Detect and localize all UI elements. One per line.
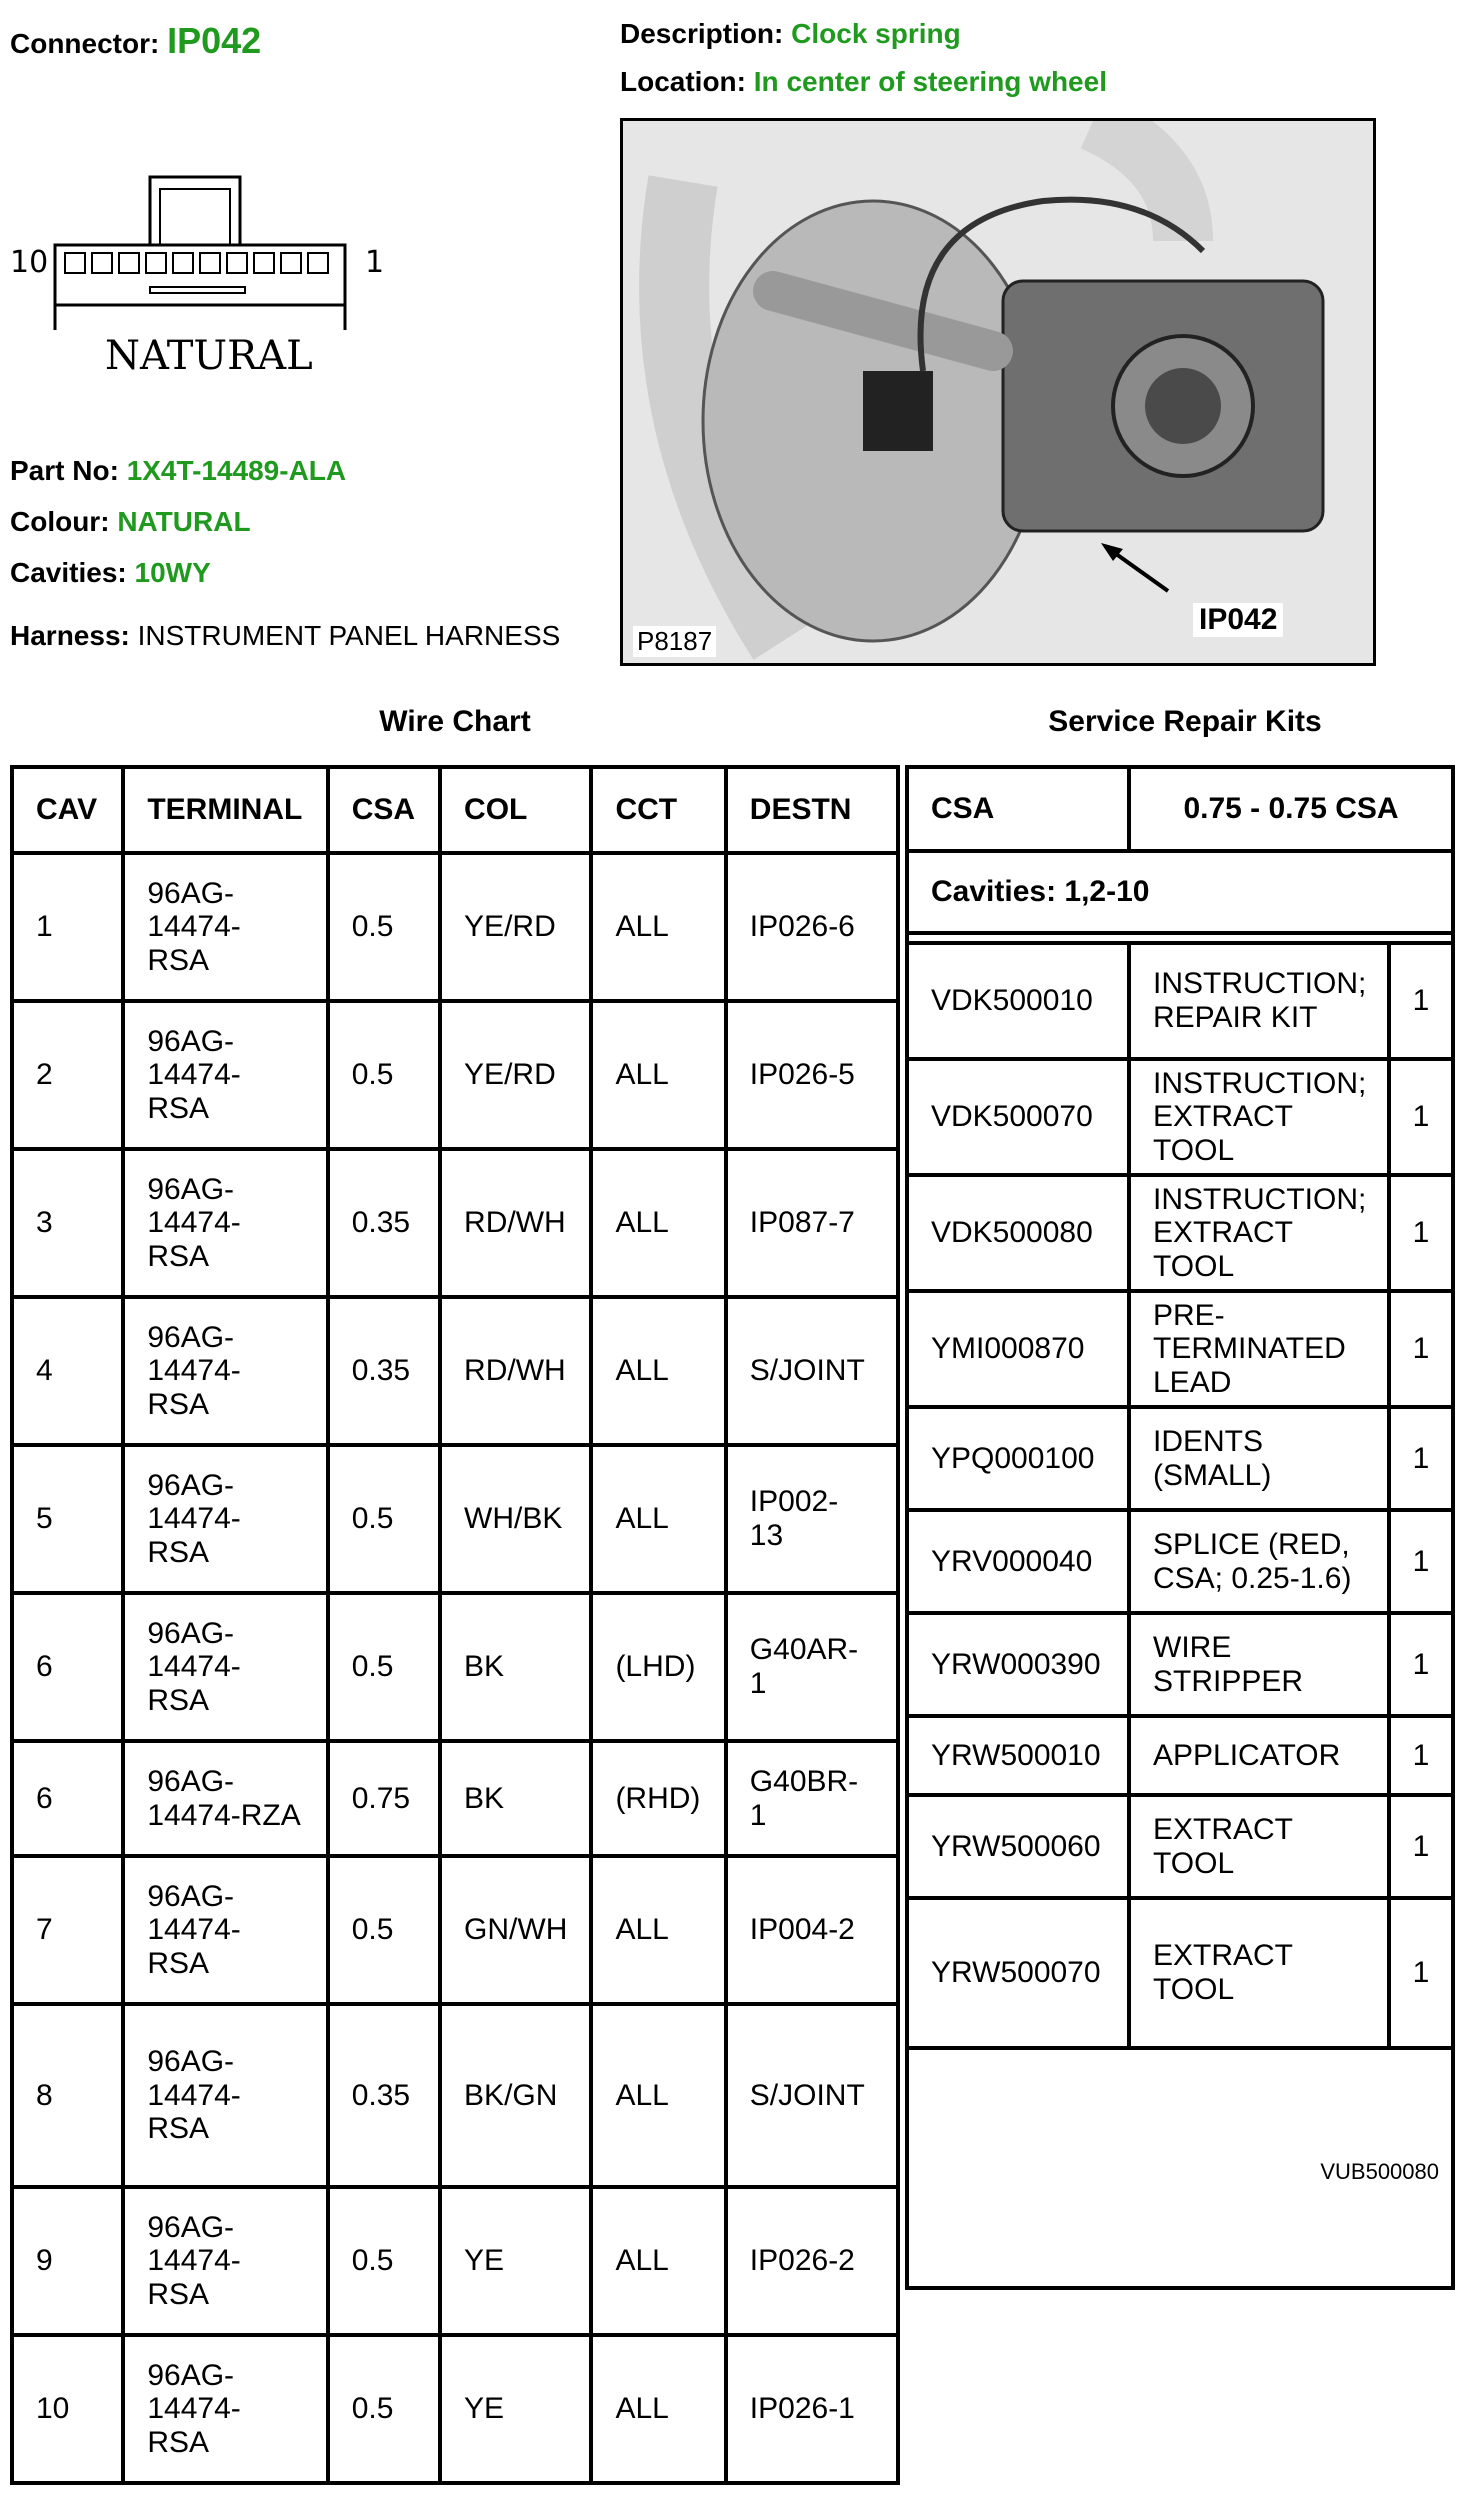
table-row xyxy=(12,1445,898,1593)
cell-csa: 0.35 xyxy=(328,1149,440,1297)
service-kits-table xyxy=(909,941,1451,2050)
kit-code: VDK500010 xyxy=(909,943,1129,1059)
cell-csa: 0.5 xyxy=(328,2335,440,2483)
cell-col: RD/WH xyxy=(440,1149,591,1297)
colour-line xyxy=(10,506,251,538)
cell-destn: IP026-6 xyxy=(726,853,898,1001)
kit-qty: 1 xyxy=(1389,1898,1451,2048)
cell-cav: 5 xyxy=(12,1445,123,1593)
kit-code: YMI000870 xyxy=(909,1291,1129,1407)
kit-code: YPQ000100 xyxy=(909,1407,1129,1510)
kits-cavities: Cavities: 1,2-10 xyxy=(909,851,1451,933)
kit-description: INSTRUCTION; EXTRACT TOOL xyxy=(1129,1059,1389,1175)
photo-ref: P8187 xyxy=(633,626,716,657)
cell-col: RD/WH xyxy=(440,1297,591,1445)
table-row xyxy=(12,1297,898,1445)
cell-cct: ALL xyxy=(591,1445,725,1593)
kit-description: INSTRUCTION; EXTRACT TOOL xyxy=(1129,1175,1389,1291)
connector-label: Connector: xyxy=(10,28,160,59)
cell-csa: 0.5 xyxy=(328,2187,440,2335)
cell-csa: 0.5 xyxy=(328,1593,440,1741)
cell-destn: IP002- 13 xyxy=(726,1445,898,1593)
cell-cav: 1 xyxy=(12,853,123,1001)
cell-destn: S/JOINT xyxy=(726,1297,898,1445)
kit-qty: 1 xyxy=(1389,1795,1451,1898)
cavities-label: Cavities: xyxy=(10,557,127,588)
location-value: In center of steering wheel xyxy=(753,66,1107,97)
part-no-label: Part No: xyxy=(10,455,119,486)
part-no-value: 1X4T-14489-ALA xyxy=(126,455,347,486)
header-csa: CSA xyxy=(328,767,440,853)
list-item xyxy=(909,1059,1451,1175)
kit-code: YRW500010 xyxy=(909,1716,1129,1795)
list-item xyxy=(909,1795,1451,1898)
header-cav: CAV xyxy=(12,767,123,853)
harness-line xyxy=(10,620,560,652)
cell-col: YE/RD xyxy=(440,853,591,1001)
kit-code: YRW000390 xyxy=(909,1613,1129,1716)
service-kits-title: Service Repair Kits xyxy=(1048,705,1322,738)
description-line xyxy=(620,18,961,50)
cell-col: YE xyxy=(440,2187,591,2335)
kit-qty: 1 xyxy=(1389,1613,1451,1716)
cell-cct: ALL xyxy=(591,2004,725,2187)
cell-cav: 7 xyxy=(12,1856,123,2004)
cell-cct: ALL xyxy=(591,2335,725,2483)
kit-qty: 1 xyxy=(1389,1291,1451,1407)
cell-csa: 0.5 xyxy=(328,1445,440,1593)
kit-qty: 1 xyxy=(1389,1510,1451,1613)
cell-terminal: 96AG- 14474- RSA xyxy=(123,2187,327,2335)
kit-description: WIRE STRIPPER xyxy=(1129,1613,1389,1716)
cell-cct: ALL xyxy=(591,1001,725,1149)
harness-label: Harness: xyxy=(10,620,130,651)
service-kits-panel xyxy=(905,765,1455,2290)
kit-code: VDK500080 xyxy=(909,1175,1129,1291)
connector-line xyxy=(10,20,261,62)
cell-terminal: 96AG- 14474- RSA xyxy=(123,1445,327,1593)
cell-destn: IP087-7 xyxy=(726,1149,898,1297)
list-item xyxy=(909,1716,1451,1795)
cell-cct: (RHD) xyxy=(591,1741,725,1856)
harness-value: INSTRUMENT PANEL HARNESS xyxy=(137,620,561,651)
part-no-line xyxy=(10,455,346,487)
connector-value: IP042 xyxy=(167,20,262,61)
cell-cav: 9 xyxy=(12,2187,123,2335)
header-cct: CCT xyxy=(591,767,725,853)
header-destn: DESTN xyxy=(726,767,898,853)
table-row xyxy=(12,2335,898,2483)
cell-cav: 6 xyxy=(12,1593,123,1741)
kit-description: APPLICATOR xyxy=(1129,1716,1389,1795)
cell-destn: IP026-5 xyxy=(726,1001,898,1149)
cell-cav: 6 xyxy=(12,1741,123,1856)
kit-qty: 1 xyxy=(1389,1407,1451,1510)
cell-col: BK xyxy=(440,1593,591,1741)
location-photo xyxy=(620,118,1376,666)
cell-col: YE/RD xyxy=(440,1001,591,1149)
kit-code: VDK500070 xyxy=(909,1059,1129,1175)
kit-description: INSTRUCTION; REPAIR KIT xyxy=(1129,943,1389,1059)
location-label: Location: xyxy=(620,66,746,97)
steering-wheel-icon xyxy=(623,121,1373,663)
cell-destn: G40BR- 1 xyxy=(726,1741,898,1856)
cell-csa: 0.35 xyxy=(328,2004,440,2187)
cell-cct: (LHD) xyxy=(591,1593,725,1741)
cell-cct: ALL xyxy=(591,853,725,1001)
table-row xyxy=(12,1001,898,1149)
cell-csa: 0.5 xyxy=(328,853,440,1001)
cell-cct: ALL xyxy=(591,1149,725,1297)
list-item xyxy=(909,1898,1451,2048)
colour-label: Colour: xyxy=(10,506,110,537)
list-item xyxy=(909,1407,1451,1510)
cell-terminal: 96AG- 14474- RSA xyxy=(123,853,327,1001)
cell-terminal: 96AG- 14474- RSA xyxy=(123,1856,327,2004)
description-label: Description: xyxy=(620,18,784,49)
table-row xyxy=(12,1856,898,2004)
kit-code: YRW500070 xyxy=(909,1898,1129,2048)
connector-diagram xyxy=(10,175,385,395)
cell-csa: 0.5 xyxy=(328,1856,440,2004)
list-item xyxy=(909,943,1451,1059)
kit-description: EXTRACT TOOL xyxy=(1129,1898,1389,2048)
cell-cav: 8 xyxy=(12,2004,123,2187)
cell-destn: G40AR- 1 xyxy=(726,1593,898,1741)
cell-csa: 0.75 xyxy=(328,1741,440,1856)
header-col: COL xyxy=(440,767,591,853)
kits-footer-code: VUB500080 xyxy=(1320,2159,1439,2184)
kit-description: IDENTS (SMALL) xyxy=(1129,1407,1389,1510)
cell-cct: ALL xyxy=(591,1856,725,2004)
cell-terminal: 96AG- 14474- RSA xyxy=(123,1149,327,1297)
description-value: Clock spring xyxy=(791,18,961,49)
wire-chart-table xyxy=(10,765,900,2485)
wire-chart-title: Wire Chart xyxy=(379,705,531,738)
cell-cct: ALL xyxy=(591,2187,725,2335)
cell-col: BK/GN xyxy=(440,2004,591,2187)
cell-destn: IP026-1 xyxy=(726,2335,898,2483)
cavities-value: 10WY xyxy=(134,557,211,588)
kit-code: YRV000040 xyxy=(909,1510,1129,1613)
list-item xyxy=(909,1175,1451,1291)
cell-col: BK xyxy=(440,1741,591,1856)
cell-csa: 0.35 xyxy=(328,1297,440,1445)
cell-terminal: 96AG- 14474- RSA xyxy=(123,1593,327,1741)
connector-drawing-icon xyxy=(10,175,380,335)
table-row xyxy=(12,2004,898,2187)
kit-qty: 1 xyxy=(1389,1175,1451,1291)
cell-destn: IP026-2 xyxy=(726,2187,898,2335)
kits-csa-label: CSA xyxy=(909,769,1129,851)
kit-qty: 1 xyxy=(1389,1059,1451,1175)
table-row xyxy=(12,2187,898,2335)
wire-chart-header xyxy=(12,767,898,853)
cell-col: GN/WH xyxy=(440,1856,591,2004)
table-row xyxy=(12,1149,898,1297)
table-row xyxy=(12,1593,898,1741)
service-kits-header-table xyxy=(909,769,1451,935)
header-terminal: TERMINAL xyxy=(123,767,327,853)
cell-terminal: 96AG- 14474- RSA xyxy=(123,2335,327,2483)
cell-destn: S/JOINT xyxy=(726,2004,898,2187)
list-item xyxy=(909,1613,1451,1716)
pin-1-label: 1 xyxy=(365,245,385,280)
list-item xyxy=(909,1510,1451,1613)
kit-description: SPLICE (RED, CSA; 0.25-1.6) xyxy=(1129,1510,1389,1613)
kit-description: EXTRACT TOOL xyxy=(1129,1795,1389,1898)
location-line xyxy=(620,66,1107,98)
pin-10-label: 10 xyxy=(10,245,49,280)
list-item xyxy=(909,1291,1451,1407)
cell-cav: 10 xyxy=(12,2335,123,2483)
cell-terminal: 96AG- 14474- RSA xyxy=(123,2004,327,2187)
cell-csa: 0.5 xyxy=(328,1001,440,1149)
kit-description: PRE- TERMINATED LEAD xyxy=(1129,1291,1389,1407)
table-row xyxy=(12,1741,898,1856)
cell-cav: 4 xyxy=(12,1297,123,1445)
kits-csa-value: 0.75 - 0.75 CSA xyxy=(1129,769,1451,851)
cell-terminal: 96AG- 14474-RZA xyxy=(123,1741,327,1856)
kit-code: YRW500060 xyxy=(909,1795,1129,1898)
kit-qty: 1 xyxy=(1389,1716,1451,1795)
kit-qty: 1 xyxy=(1389,943,1451,1059)
cell-col: YE xyxy=(440,2335,591,2483)
cell-cav: 3 xyxy=(12,1149,123,1297)
cell-terminal: 96AG- 14474- RSA xyxy=(123,1001,327,1149)
cell-destn: IP004-2 xyxy=(726,1856,898,2004)
cell-cav: 2 xyxy=(12,1001,123,1149)
cell-col: WH/BK xyxy=(440,1445,591,1593)
table-row xyxy=(12,853,898,1001)
colour-value: NATURAL xyxy=(117,506,251,537)
cavities-line xyxy=(10,557,211,589)
cell-terminal: 96AG- 14474- RSA xyxy=(123,1297,327,1445)
diagram-colour-text: NATURAL xyxy=(105,333,313,379)
cell-cct: ALL xyxy=(591,1297,725,1445)
photo-callout: IP042 xyxy=(1193,603,1283,637)
